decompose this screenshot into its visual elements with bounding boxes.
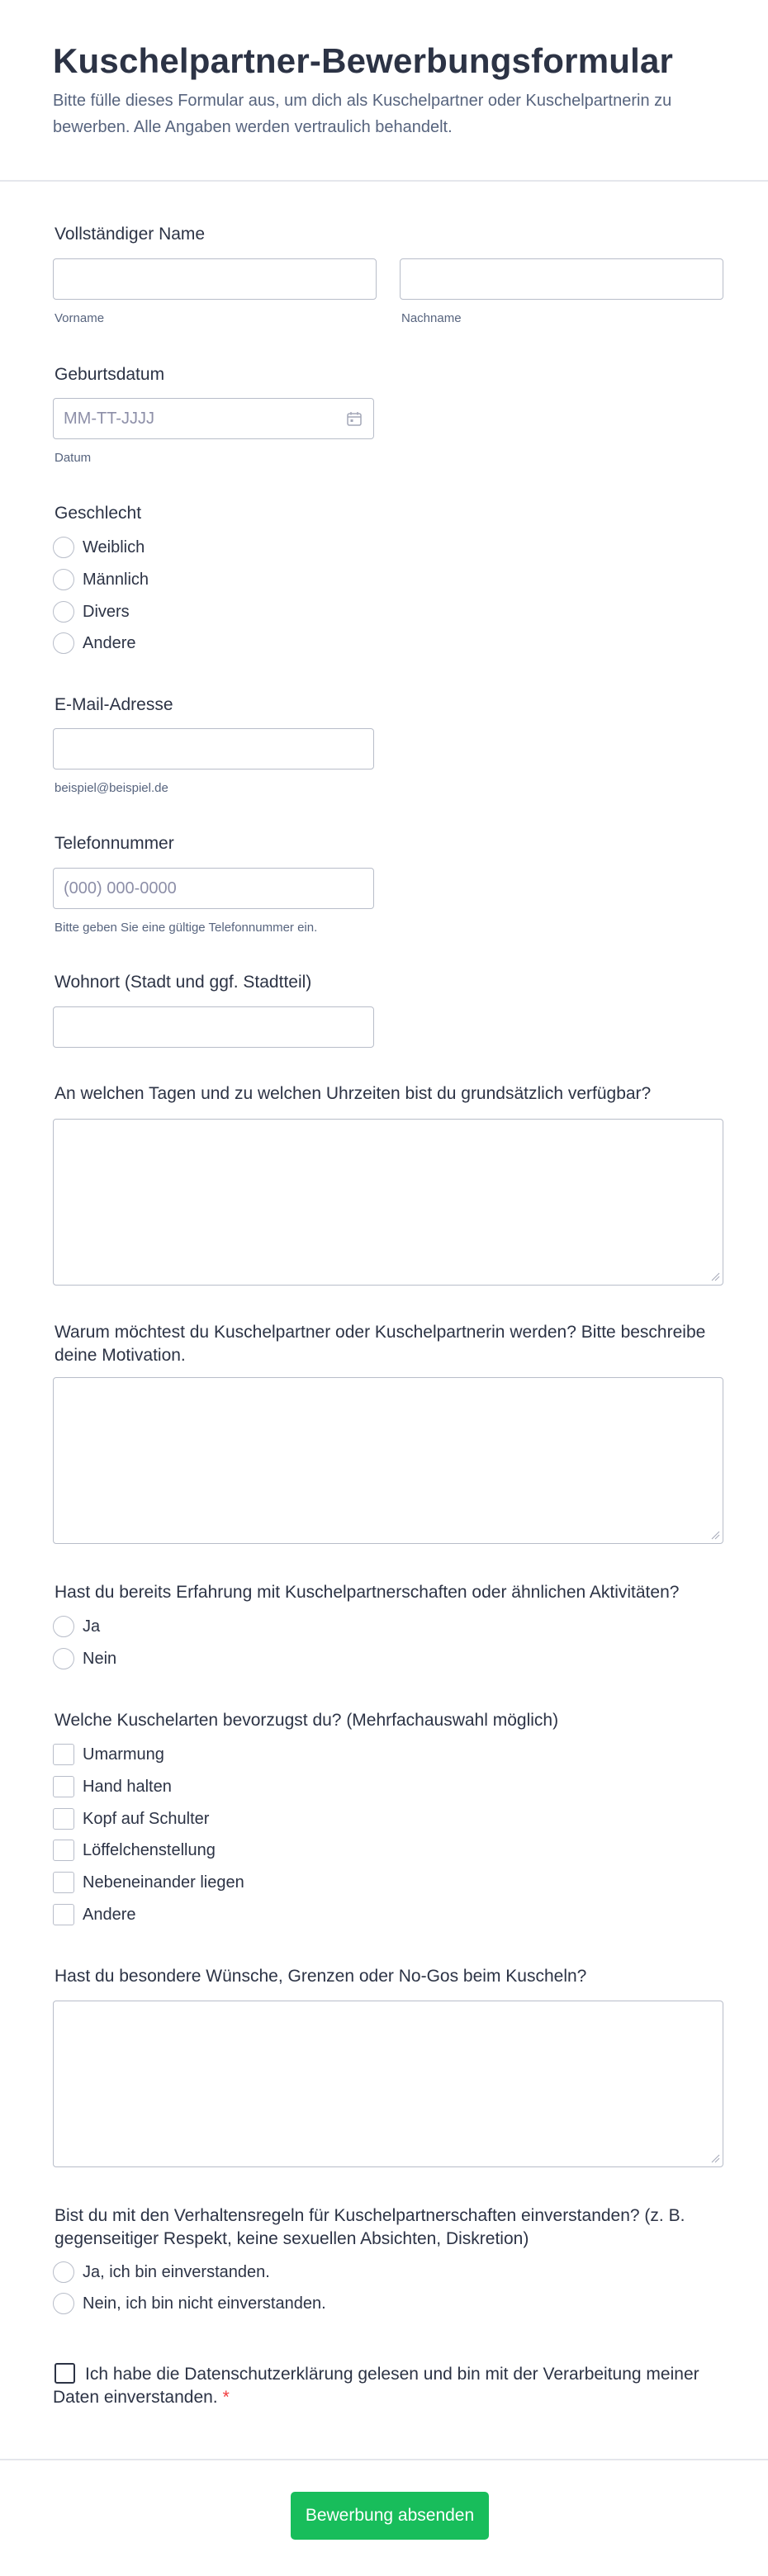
cuddle-option-andere[interactable] [53,1902,136,1927]
radio-button[interactable] [53,569,74,590]
option-label: Ja, ich bin einverstanden. [83,2262,270,2281]
option-label: Nein, ich bin nicht einverstanden. [83,2294,326,2313]
motivation-label: Warum möchtest du Kuschelpartner oder Kuschelpartnerin werden? Bitte beschreibe deine Motivation. [55,1323,706,1365]
option-label: Weiblich [83,537,145,556]
option-label: Nebeneinander liegen [83,1873,244,1892]
option-label: Umarmung [83,1745,164,1764]
gender-option-divers[interactable] [53,599,130,624]
availability-textarea[interactable] [53,1119,723,1286]
phone-label: Telefonnummer [55,834,174,853]
gender-option-maennlich[interactable] [53,567,149,592]
radio-button[interactable] [53,1616,74,1637]
option-label: Andere [83,1905,136,1924]
option-label: Andere [83,633,136,652]
cuddle-option-hand-halten[interactable] [53,1774,172,1799]
phone-input[interactable] [53,868,374,909]
email-label: E-Mail-Adresse [55,695,173,714]
first-name-input[interactable] [53,258,377,300]
cuddle-option-nebeneinander-liegen[interactable] [53,1870,244,1895]
residence-input[interactable] [53,1006,374,1048]
privacy-consent[interactable] [53,2363,713,2409]
last-name-sublabel: Nachname [401,311,462,325]
option-label: Löffelchenstellung [83,1840,216,1859]
radio-button[interactable] [53,1648,74,1669]
motivation-textarea[interactable] [53,1377,723,1544]
submit-button[interactable]: Bewerbung absenden [291,2492,489,2540]
cuddle-option-umarmung[interactable] [53,1742,164,1767]
option-label: Männlich [83,570,149,589]
phone-sublabel: Bitte geben Sie eine gültige Telefonnummer ein. [55,921,318,935]
cuddle-option-kopf-auf-schulter[interactable] [53,1807,209,1831]
first-name-sublabel: Vorname [55,311,105,325]
birthdate-input[interactable] [53,398,374,439]
email-sublabel: beispiel@beispiel.de [55,781,168,795]
option-label: Divers [83,602,130,621]
required-asterisk: * [222,2388,230,2407]
radio-button[interactable] [53,2261,74,2283]
rules-option-nein[interactable] [53,2291,326,2316]
checkbox[interactable] [53,1840,74,1861]
residence-label: Wohnort (Stadt und ggf. Stadtteil) [55,973,312,992]
email-input[interactable] [53,728,374,769]
radio-button[interactable] [53,2293,74,2314]
birthdate-field [53,398,374,439]
radio-button[interactable] [53,632,74,654]
radio-button[interactable] [53,601,74,623]
option-label: Nein [83,1649,117,1668]
option-label: Kopf auf Schulter [83,1809,210,1828]
availability-label: An welchen Tagen und zu welchen Uhrzeiten bist du grundsätzlich verfügbar? [55,1084,652,1103]
gender-option-weiblich[interactable] [53,535,145,560]
radio-button[interactable] [53,537,74,558]
experience-option-ja[interactable] [53,1614,100,1639]
checkbox[interactable] [53,1872,74,1893]
gender-option-andere[interactable] [53,631,136,656]
rules-label: Bist du mit den Verhaltensregeln für Kuschelpartnerschaften einverstanden? (z. B. gegenseitiger Respekt, keine sexuellen Absichten, Diskretion) [55,2206,685,2248]
rules-option-ja[interactable] [53,2260,270,2285]
birthdate-sublabel: Datum [55,451,92,465]
form-description: Bitte fülle dieses Formular aus, um dich als Kuschelpartner oder Kuschelpartnerin zu bewerben. Alle Angaben werden vertraulich behandelt. [53,92,672,136]
privacy-consent-text: Ich habe die Datenschutzerklärung gelesen und bin mit der Verarbeitung meiner Daten einverstanden. [53,2365,699,2407]
full-name-label: Vollständiger Name [55,225,206,244]
experience-label: Hast du bereits Erfahrung mit Kuschelpartnerschaften oder ähnlichen Aktivitäten? [55,1583,680,1602]
option-label: Ja [83,1617,101,1636]
resize-handle-icon[interactable] [710,1530,720,1540]
birthdate-label: Geburtsdatum [55,365,165,384]
checkbox[interactable] [53,1904,74,1925]
resize-handle-icon[interactable] [710,2153,720,2163]
experience-option-nein[interactable] [53,1646,116,1671]
cuddle-types-label: Welche Kuschelarten bevorzugst du? (Mehrfachauswahl möglich) [55,1711,559,1730]
footer-divider [0,2459,768,2460]
option-label: Hand halten [83,1777,172,1796]
wishes-textarea[interactable] [53,2001,723,2167]
calendar-icon[interactable] [346,410,363,427]
wishes-label: Hast du besondere Wünsche, Grenzen oder No-Gos beim Kuscheln? [55,1967,587,1986]
last-name-input[interactable] [400,258,723,300]
privacy-checkbox[interactable] [55,2363,75,2384]
form-header [0,0,768,182]
resize-handle-icon[interactable] [710,1271,720,1281]
gender-label: Geschlecht [55,504,142,523]
checkbox[interactable] [53,1808,74,1830]
cuddle-option-loeffelchenstellung[interactable] [53,1838,216,1863]
form-title: Kuschelpartner-Bewerbungsformular [53,41,674,80]
checkbox[interactable] [53,1744,74,1765]
checkbox[interactable] [53,1776,74,1797]
